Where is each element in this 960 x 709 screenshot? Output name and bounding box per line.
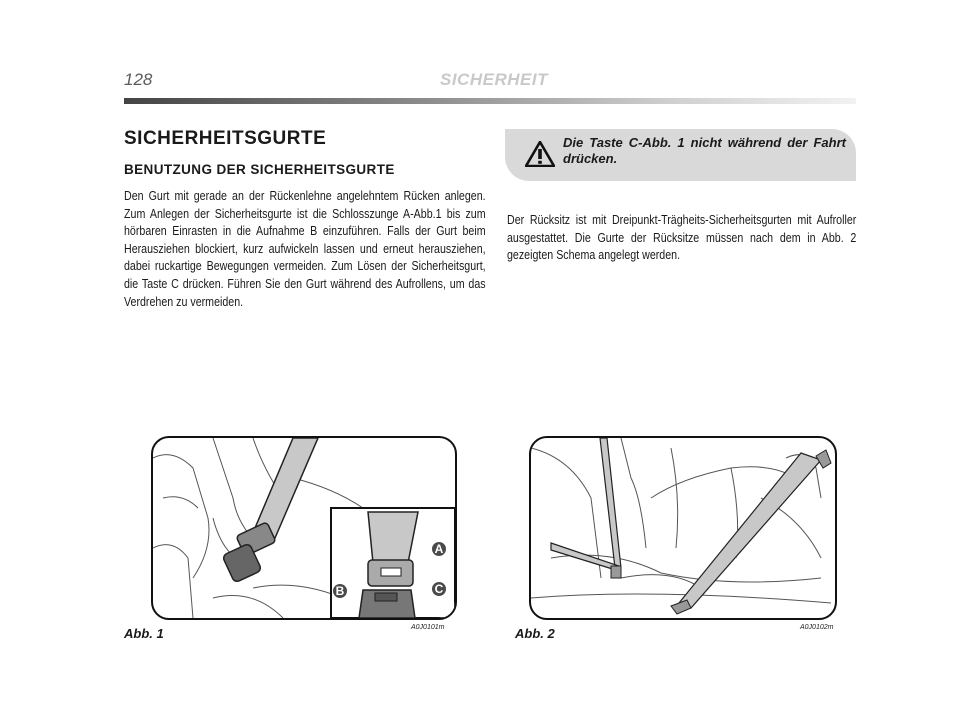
figure-2-code: A0J0102m [800, 624, 834, 631]
figure-2 [529, 436, 837, 620]
warning-text: Die Taste C-Abb. 1 nicht während der Fahrt drücken. [563, 135, 846, 166]
warning-triangle-icon [525, 141, 555, 167]
body-paragraph-left: Den Gurt mit gerade an der Rückenlehne angelehntem Rücken anlegen. Zum Anlegen der Sicherheitsgurte ist die Schlosszunge A-Abb.1 bis zum hörbaren Einrasten in die Aufnahme B einzuführen. Falls der Gurt beim Herausziehen blockiert, kurz aufwickeln lassen und erneut herausziehen, dabei ruckartige Bewegungen vermeiden. Zum Lösen der Sicherheitsgurt, die Taste C drücken. Führen Sie den Gurt während des Aufrollens, um das Verdrehen zu vermeiden. [124, 188, 486, 309]
figure-1-code: A0J0101m [411, 624, 445, 631]
seatbelt-buckle-illustration [153, 438, 455, 618]
header-rule [124, 98, 856, 104]
rear-seat-illustration [531, 438, 835, 618]
main-heading: SICHERHEITSGURTE [124, 128, 327, 149]
warning-box [505, 129, 856, 181]
callout-b: B [335, 584, 345, 598]
figure-1-caption: Abb. 1 [124, 626, 164, 641]
sub-heading: BENUTZUNG DER SICHERHEITSGURTE [124, 162, 395, 177]
body-paragraph-right: Der Rücksitz ist mit Dreipunkt-Trägheits-Sicherheitsgurten mit Aufroller ausgestattet. Die Gurte der Rücksitze müssen nach dem in Abb. 2 gezeigten Schema angelegt werden. [507, 212, 857, 263]
figure-2-caption: Abb. 2 [515, 626, 555, 641]
callout-a: A [434, 542, 444, 556]
callout-c: C [434, 582, 444, 596]
section-title: SICHERHEIT [440, 70, 548, 89]
page-number: 128 [124, 70, 153, 89]
figure-1 [151, 436, 457, 620]
